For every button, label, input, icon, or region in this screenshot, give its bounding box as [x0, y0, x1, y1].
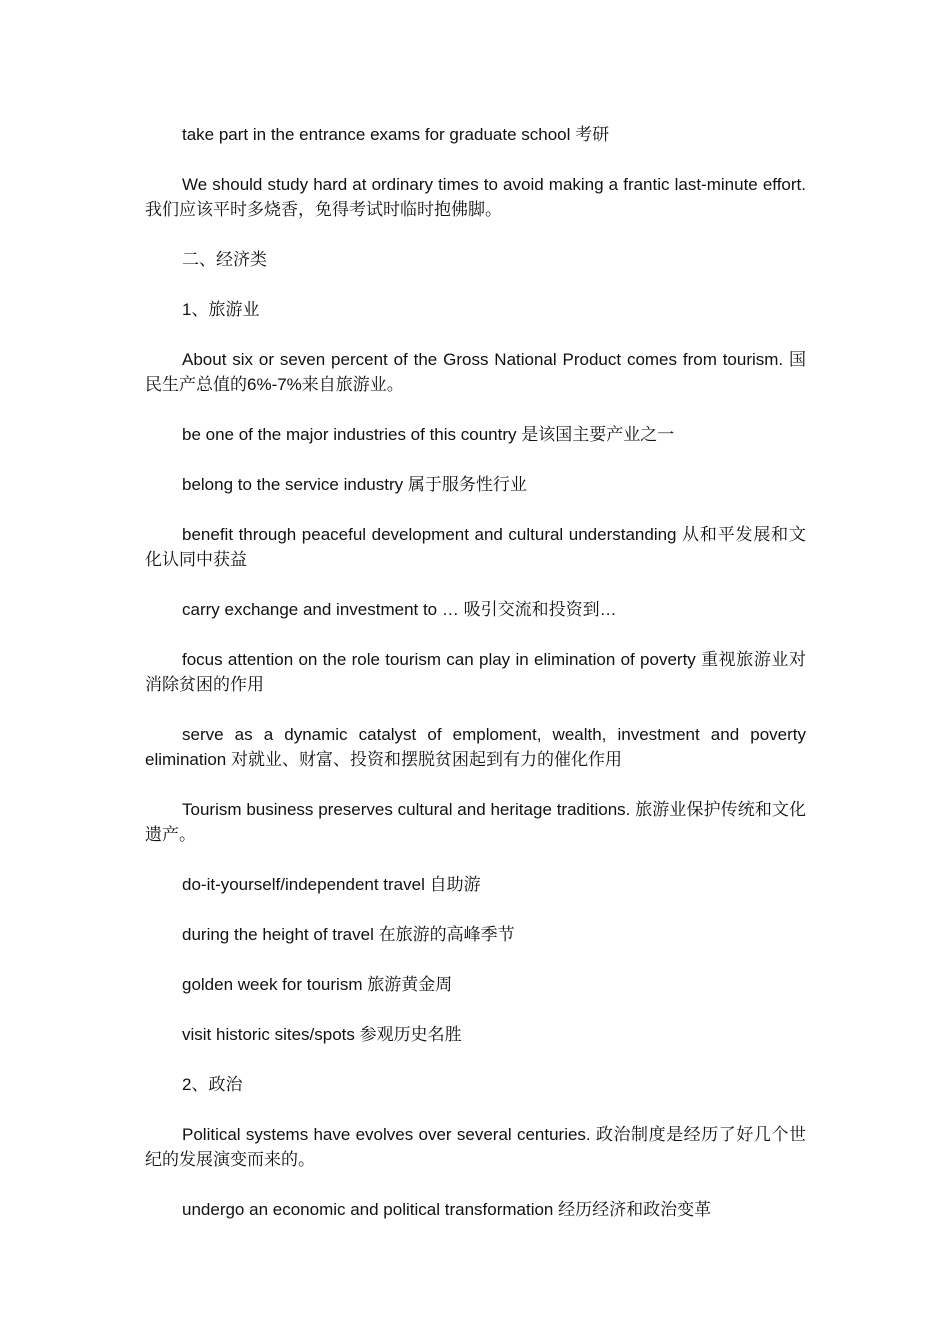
document-page [145, 122, 806, 1247]
phrase-entry: during the height of travel 在旅游的高峰季节 [182, 925, 515, 944]
phrase-entry: golden week for tourism 旅游黄金周 [182, 975, 453, 994]
phrase-entry: belong to the service industry 属于服务性行业 [182, 475, 527, 494]
section-heading: 二、经济类 [182, 250, 267, 269]
phrase-entry: do-it-yourself/independent travel 自助游 [182, 875, 481, 894]
phrase-entry: be one of the major industries of this country 是该国主要产业之一 [182, 425, 675, 444]
example-sentence: About six or seven percent of the Gross National Product comes from tourism. 国民生产总值的6%-7%来自旅游业。 [145, 350, 806, 394]
subsection-heading: 2、政治 [182, 1075, 243, 1094]
phrase-entry: benefit through peaceful development and cultural understanding 从和平发展和文化认同中获益 [145, 525, 806, 569]
example-sentence: We should study hard at ordinary times to avoid making a frantic last-minute effort. 我们应该平时多烧香，免得考试时临时抱佛脚。 [145, 175, 806, 219]
phrase-entry: undergo an economic and political transformation 经历经济和政治变革 [182, 1200, 712, 1219]
phrase-entry: serve as a dynamic catalyst of emploment, wealth, investment and poverty elimination 对就业、财富、投资和摆脱贫困起到有力的催化作用 [145, 725, 806, 769]
subsection-heading: 1、旅游业 [182, 300, 260, 319]
phrase-entry: carry exchange and investment to … 吸引交流和投资到… [182, 600, 617, 619]
example-sentence: Tourism business preserves cultural and heritage traditions. 旅游业保护传统和文化遗产。 [145, 800, 806, 844]
phrase-entry: focus attention on the role tourism can play in elimination of poverty 重视旅游业对消除贫困的作用 [145, 650, 806, 694]
phrase-entry: visit historic sites/spots 参观历史名胜 [182, 1025, 462, 1044]
example-sentence: Political systems have evolves over several centuries. 政治制度是经历了好几个世纪的发展演变而来的。 [145, 1125, 806, 1169]
phrase-entry: take part in the entrance exams for graduate school 考研 [182, 125, 610, 144]
